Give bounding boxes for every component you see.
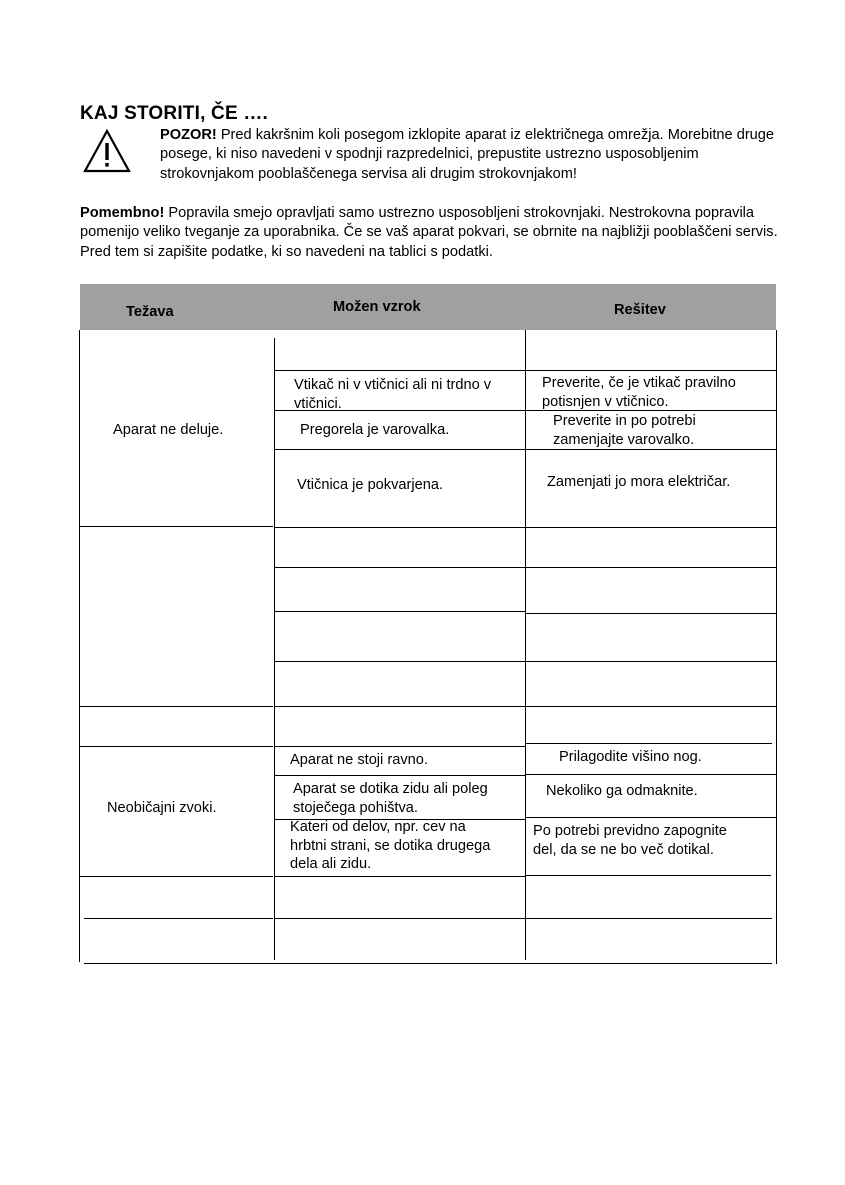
important-text: Popravila smejo opravljati samo ustrezno usposobljeni strokovnjaki. Nestrokovna popravila pomenijo veliko tveganje za uporabnika. Če se vaš aparat pokvari, se obrnite na najbližji pooblaščeni servis. Pred tem si zapišite podatke, ki so navedeni na tablici s podatki. — [80, 205, 778, 260]
header-solution: Rešitev — [614, 302, 666, 318]
cause-socket: Vtičnica je pokvarjena. — [297, 477, 444, 493]
warning-text: Pred kakršnim koli posegom izklopite aparat iz električnega omrežja. Morebitne druge posege, ki niso navedeni v spodnji razpredelnici, prepustite ustrezno usposobljenim strokovnjakom pooblaščenega servisa ali drugim strokovnjakom! — [160, 127, 775, 182]
important-label: Pomembno! — [80, 205, 165, 221]
important-notice — [80, 204, 780, 262]
cause-part-touching: Kateri od delov, npr. cev na hrbtni strani, se dotika drugega dela ali zidu. — [290, 819, 491, 873]
solution-adjust-feet: Prilagodite višino nog. — [559, 749, 702, 765]
solution-move-away: Nekoliko ga odmaknite. — [546, 783, 698, 799]
solution-fuse: Preverite in po potrebi zamenjajte varovalko. — [553, 413, 696, 448]
header-problem: Težava — [126, 304, 174, 320]
problem-unusual-noises: Neobičajni zvoki. — [107, 800, 217, 816]
solution-bend-part: Po potrebi previdno zapognite del, da se ne bo več dotikal. — [533, 823, 727, 858]
problem-device-not-working: Aparat ne deluje. — [113, 422, 224, 438]
solution-socket: Zamenjati jo mora električar. — [547, 474, 731, 490]
warning-notice — [160, 126, 780, 184]
header-cause: Možen vzrok — [333, 299, 421, 315]
cause-touches-wall: Aparat se dotika zidu ali poleg stoječega pohištva. — [293, 781, 488, 816]
cause-plug: Vtikač ni v vtičnici ali ni trdno v vtičnici. — [294, 377, 492, 412]
solution-plug: Preverite, če je vtikač pravilno potisnjen v vtičnico. — [542, 375, 736, 410]
cause-not-level: Aparat ne stoji ravno. — [290, 752, 428, 768]
table-header — [80, 284, 776, 330]
warning-triangle-icon — [82, 128, 132, 174]
cause-fuse: Pregorela je varovalka. — [300, 422, 450, 438]
page-title: KAJ STORITI, ČE …. — [80, 103, 268, 124]
warning-label: POZOR! — [160, 127, 217, 143]
